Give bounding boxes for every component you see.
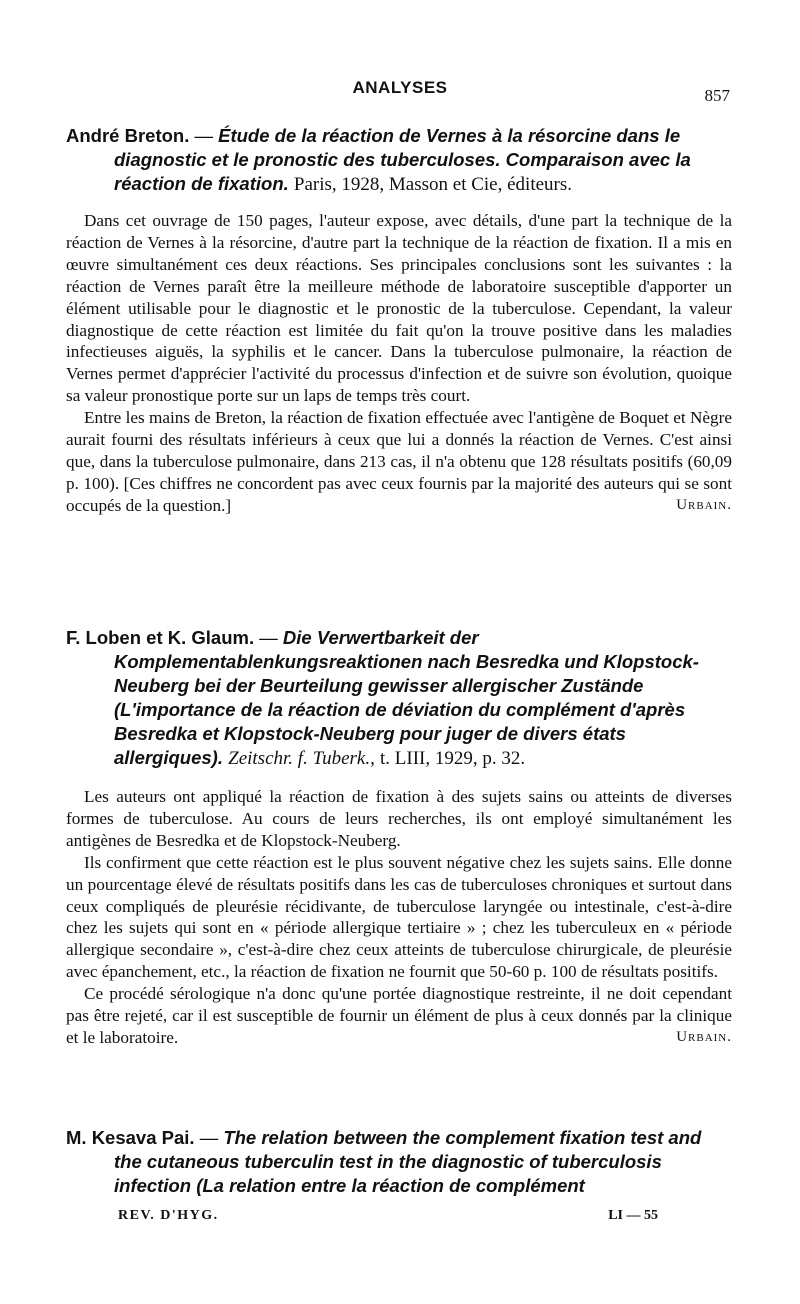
entry-author: F. Loben et K. Glaum.: [66, 627, 255, 648]
entry-author: M. Kesava Pai.: [66, 1127, 195, 1148]
paragraph: [66, 983, 732, 1049]
entry-journal: Zeitschr. f. Tuberk.,: [228, 748, 375, 769]
entry-biblio: t. LIII, 1929, p. 32.: [380, 748, 526, 769]
signature: Urbain.: [676, 1028, 732, 1045]
page-footer: [118, 1208, 658, 1224]
entry-author: André Breton.: [66, 125, 190, 146]
paragraph-text: Ce procédé sérologique n'a donc qu'une portée diagnostique restreinte, il ne doit cependant pas être rejeté, car il est susceptible de fournir un élément de plus à ceux donnés par la clinique et le laboratoire.: [66, 984, 732, 1047]
entry-heading: [66, 1126, 732, 1198]
entry-heading: [66, 124, 732, 197]
entry-body: [66, 786, 732, 1049]
paragraph: Les auteurs ont appliqué la réaction de fixation à des sujets sains ou atteints de diverses formes de tuberculose. Au cours de leurs recherches, ils ont employé simultanément les antigènes de Besredka et de Klopstock-Neuberg.: [66, 787, 732, 850]
signature: Urbain.: [676, 496, 732, 513]
paragraph: [66, 407, 732, 517]
entry-title: Étude de la réaction de Vernes à la résorcine dans le diagnostic et le pronostic des tuberculoses. Comparaison avec la réaction de fixation.: [114, 125, 691, 194]
entry-biblio: Paris, 1928, Masson et Cie, éditeurs.: [293, 174, 573, 195]
paragraph: Dans cet ouvrage de 150 pages, l'auteur expose, avec détails, d'une part la technique de la réaction de Vernes à la résorcine, d'autre part la technique de la réaction de fixation. Il a mis en œuvre simultanément ces deux réactions. Ses principales conclusions sont les suivantes : la réaction de Vernes paraît être la meilleure méthode de laboratoire susceptible d'apporter un élément utilisable pour le diagnostic et le pronostic de la tuberculose. Cependant, la valeur diagnostique de cette réaction est limitée du fait qu'on la trouve positive dans les maladies infectieuses aiguës, la syphilis et le cancer. Dans la tuberculose pulmonaire, la réaction de Vernes permet d'apprécier l'activité du processus d'infection et de suivre son évolution, quoique sa valeur pronostique porte sur un laps de temps très court.: [66, 211, 732, 406]
entry-heading: [66, 626, 732, 771]
entry-dash: —: [259, 627, 278, 648]
running-title: ANALYSES: [352, 78, 448, 97]
entry-title: Die Verwertbarkeit der Komplementablenkungsreaktionen nach Besredka und Klopstock-Neuberg bei der Beurteilung gewisser allergischer Zustände (L'importance de la réaction de déviation du complément d'après Besredka et Klopstock-Neuberg pour juger de divers états allergiques).: [114, 627, 699, 768]
page-number: 857: [704, 86, 730, 105]
footer-volume: LI — 55: [608, 1208, 658, 1223]
paragraph: Ils confirment que cette réaction est le plus souvent négative chez les sujets sains. Elle donne un pourcentage élevé de résultats positifs dans les cas de tuberculoses chroniques et surtout dans ceux compliqués de pleurésie récidivante, de tuberculose laryngée ou intestinale, c'est-à-dire chez les sujets qui sont en « période allergique tertiaire » ; chez les tuberculeux en « période allergique secondaire », c'est-à-dire chez ceux atteints de tuberculose chirurgicale, de pleurésie avec épanchement, etc., la réaction de fixation ne fournit que 50-60 p. 100 de résultats positifs.: [66, 852, 732, 982]
entry-dash: —: [194, 125, 213, 146]
entry-body: [66, 210, 732, 517]
entry-title: The relation between the complement fixation test and the cutaneous tuberculin test in the diagnostic of tuberculosis infection (La relation entre la réaction de complément: [114, 1127, 702, 1196]
paragraph-text: Entre les mains de Breton, la réaction de fixation effectuée avec l'antigène de Boquet et Nègre aurait fourni des résultats inférieurs à ceux que lui a donnés la réaction de Vernes. C'est ainsi que, dans la tuberculose pulmonaire, dans 213 cas, il n'a obtenu que 128 résultats positifs (60,09 p. 100). [Ces chiffres ne concordent pas avec ceux fournis par la majorité des auteurs qui se sont occupés de la question.]: [66, 408, 732, 515]
entry-dash: —: [199, 1127, 219, 1148]
footer-journal: REV. D'HYG.: [118, 1208, 219, 1223]
